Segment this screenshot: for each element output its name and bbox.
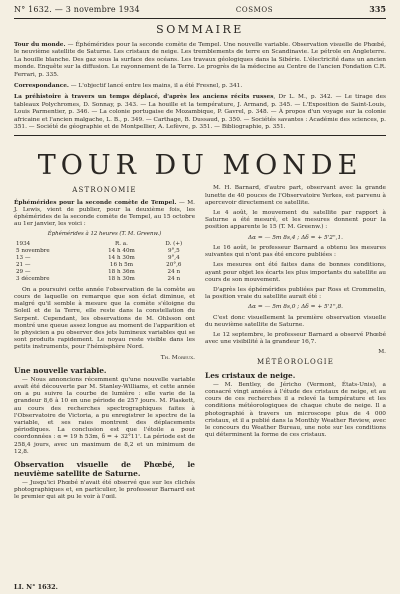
- article-title: Les cristaux de neige.: [205, 370, 296, 380]
- sommaire-title: SOMMAIRE: [156, 23, 244, 36]
- table-cell: 20°,6: [166, 261, 182, 268]
- table-cell: 14 h 40m: [108, 247, 135, 254]
- article-paragraph: D'après les éphémérides publiées par Ross et Crommelin, la position vraie du satellite aurait été :: [205, 286, 386, 301]
- article-signature: M.: [378, 349, 386, 356]
- sommaire-text: — L'objectif lancé entre les mains, il a été Fresnel, p. 341.: [68, 83, 243, 90]
- table-cell: R. a.: [115, 240, 128, 247]
- table-cell: 29 —: [16, 268, 31, 275]
- rubric-heading-meteorologie: MÉTÉOROLOGIE: [256, 357, 335, 366]
- sommaire-lead: La préhistoire à travers un temps déplacé, d'après les anciens récits russes: [14, 94, 274, 101]
- table-row: [14, 262, 195, 269]
- page-number: 335: [369, 4, 386, 14]
- article-signature: Th. Moreux.: [160, 354, 195, 361]
- table-cell: 5 novembre: [16, 247, 50, 254]
- table-row: [14, 248, 195, 255]
- table-cell: 14 h 30m: [108, 254, 135, 261]
- article-paragraph: Le 12 septembre, le professeur Barnard a observé Phœbé avec une visibilité à la grandeur 16,7.: [205, 331, 386, 346]
- table-row: [14, 241, 195, 248]
- sommaire-text: , Dr L. M., p. 342. — Le tirage des tableaux Polychromes, D. Sonnay, p. 343. — La houille et la température, J. Armand, p. 345. — L'Exposition de Saint-Louis, Louis Parmentier, p. 346. — La colonie portugaise de Mozambique, P. Gavrel, p. 348. — À propos d'un voyage sur la colonie africaine et l'ancien malgache, L. B., p. 349. — Carthage, B. Dussaud, p. 350. — Sociétés savantes : Académie des sciences, p. 351. — Société de géographie et de Montpellier, A. Lefèvre, p. 351. — Bibliographie, p. 351.: [14, 94, 386, 131]
- table-cell: 3 décembre: [16, 275, 50, 282]
- sommaire-lead: Tour du monde.: [14, 42, 66, 48]
- table-cell: 16 h 5m: [109, 261, 134, 268]
- running-header: [14, 4, 386, 16]
- right-column: [205, 185, 386, 504]
- sommaire-rule: [14, 135, 386, 136]
- table-cell: 13 —: [16, 254, 31, 261]
- table-row: [14, 269, 195, 276]
- article-text: — M. J. Lewis, vient de publier, pour la deuxième fois, les éphémérides de la seconde comète de Tempel, au 15 octobre au 1er janvier, les voici :: [14, 199, 196, 228]
- table-cell: 24 n: [167, 275, 181, 282]
- sommaire-text: — Éphémérides pour la seconde comète de Tempel. Une nouvelle variable. Observation visuelle de Phœbé, le neuvième satellite de Saturne. Les cristaux de neige. Les tremblements de terre en Scandinavie. Le pétrole en Angleterre. La houille blanche. Des gaz sous la surface des océans. Les travaux géologiques dans la Sibérie. L'électricité dans un ancien monde. Enquête sur la diffusion. Le rayonnement de la Terre. Le progrès de la médecine au Centre de l'ancien Fondation C.R. Ferrari, p. 335.: [14, 42, 387, 78]
- formula: Δα = — 5m 8s,4 ; Δδ = + 5'2",1.: [247, 234, 344, 241]
- article-paragraph: Le 16 août, le professeur Barnard a obtenu les mesures suivantes qui n'ont pas été encore publiées :: [205, 244, 386, 259]
- article-paragraph: — Nous annoncions récemment qu'une nouvelle variable avait été découverte par M. Stanley-Williams, et cette année on a pu suivre la courbe de lumière : elle varie de la grandeur 8,6 à 10 en une période de 257 jours. M. Plaskett, au cours des recherches spectrographiques faites à l'Observatoire de Victoria, a pu enregistrer le spectre de la variable, et ses raies montrent des déplacements périodiques. La conclusion est que l'étoile a pour coordonnées : α = 19 h 53m, δ = + 32°11'. La période est de 258,4 jours, avec un maximum de 8,2 et un minimum de 12,8.: [14, 376, 195, 455]
- article-title: Observation visuelle de Phœbé, le neuvième satellite de Saturne.: [14, 459, 195, 478]
- table-cell: 1934: [16, 240, 31, 247]
- table-cell: 9°,4: [167, 254, 180, 261]
- table-cell: D. (+): [165, 240, 183, 247]
- article-columns: [14, 185, 386, 504]
- left-column: [14, 185, 195, 504]
- sommaire-paragraph: [14, 83, 386, 90]
- footer-reference: LI. N° 1632.: [14, 583, 58, 591]
- sommaire-lead: Correspondance.: [14, 83, 69, 90]
- article-paragraph: [14, 200, 195, 229]
- article-paragraph: On a poursuivi cette année l'observation de la comète au cours de laquelle on remarque que son éclat diminue, et malgré qu'il semble à mesure que la comète s'éloigne du Soleil et de la Terre, elle reste dans la constellation du Serpent. Cependant, les observations de M. Ohlsson ont montré une queue assez longue au moment de l'apparition et le physicien a pu observer des jets lumineux variables qui se sont produits rapidement. Le noyau reste visible dans les petits instruments, pour l'hémisphère Nord.: [14, 286, 195, 351]
- sommaire-paragraph: [14, 42, 386, 79]
- sommaire-paragraph: [14, 94, 386, 131]
- article-paragraph: — Jusqu'ici Phœbé n'avait été observé que sur les clichés photographiques et, en particulier, le professeur Barnard est le premier qui ait pu le voir à l'œil.: [14, 479, 195, 501]
- table-cell: 21 —: [16, 261, 31, 268]
- table-row: [14, 276, 195, 283]
- rubric-heading-astronomie: ASTRONOMIE: [72, 186, 137, 195]
- issue-number: N° 1632. — 3 novembre 1934: [14, 5, 140, 14]
- article-title: Éphémérides pour la seconde comète de Tempel.: [14, 199, 177, 206]
- article-title: Une nouvelle variable.: [14, 365, 107, 375]
- ephemeris-table: [14, 241, 195, 283]
- article-paragraph: C'est donc visuellement la première observation visuelle du neuvième satellite de Saturne.: [205, 314, 386, 328]
- ephemeris-caption: Éphémérides à 12 heures (T. M. Greenw.): [47, 231, 162, 238]
- section-title: TOUR DU MONDE: [37, 150, 363, 182]
- table-cell: 18 h 30m: [108, 275, 135, 282]
- header-rule: [14, 18, 386, 19]
- article-paragraph: Le 4 août, le mouvement du satellite par rapport à Saturne a été mesuré, et les mesures donnent pour la position apparente le 15 (T. M. Greenw.) :: [205, 210, 386, 231]
- journal-name: COSMOS: [235, 6, 274, 14]
- table-cell: 24 n: [167, 268, 181, 275]
- article-paragraph: M. H. Barnard, d'autre part, observant avec la grande lunette de 40 pouces de l'Observatoire Yerkes, est parvenu à apercevoir directement ce satellite.: [205, 185, 386, 206]
- formula: Δα = — 5m 8s,0 ; Δδ = + 5'1",8.: [247, 304, 344, 311]
- table-cell: 18 h 36m: [108, 268, 135, 275]
- table-row: [14, 255, 195, 262]
- sommaire-section: [14, 23, 386, 131]
- article-paragraph: — M. Bentley, de Jéricho (Vermont, États-Unis), a consacré vingt années à l'étude des cristaux de neige, et au cours de ces recherches il a relevé la température et les conditions météorologiques de chaque chute de neige. Il a photographié à travers un microscope plus de 4 000 cristaux, et il a publié dans la Monthly Weather Review, avec le concours du Weather Bureau, une note sur les conditions qui déterminent la forme de ces cristaux.: [205, 381, 386, 439]
- article-paragraph: Les mesures ont été faites dans de bonnes conditions, ayant pour objet les écarts les plus importants du satellite au cours de son mouvement.: [205, 262, 386, 283]
- table-cell: 9°,5: [167, 247, 180, 254]
